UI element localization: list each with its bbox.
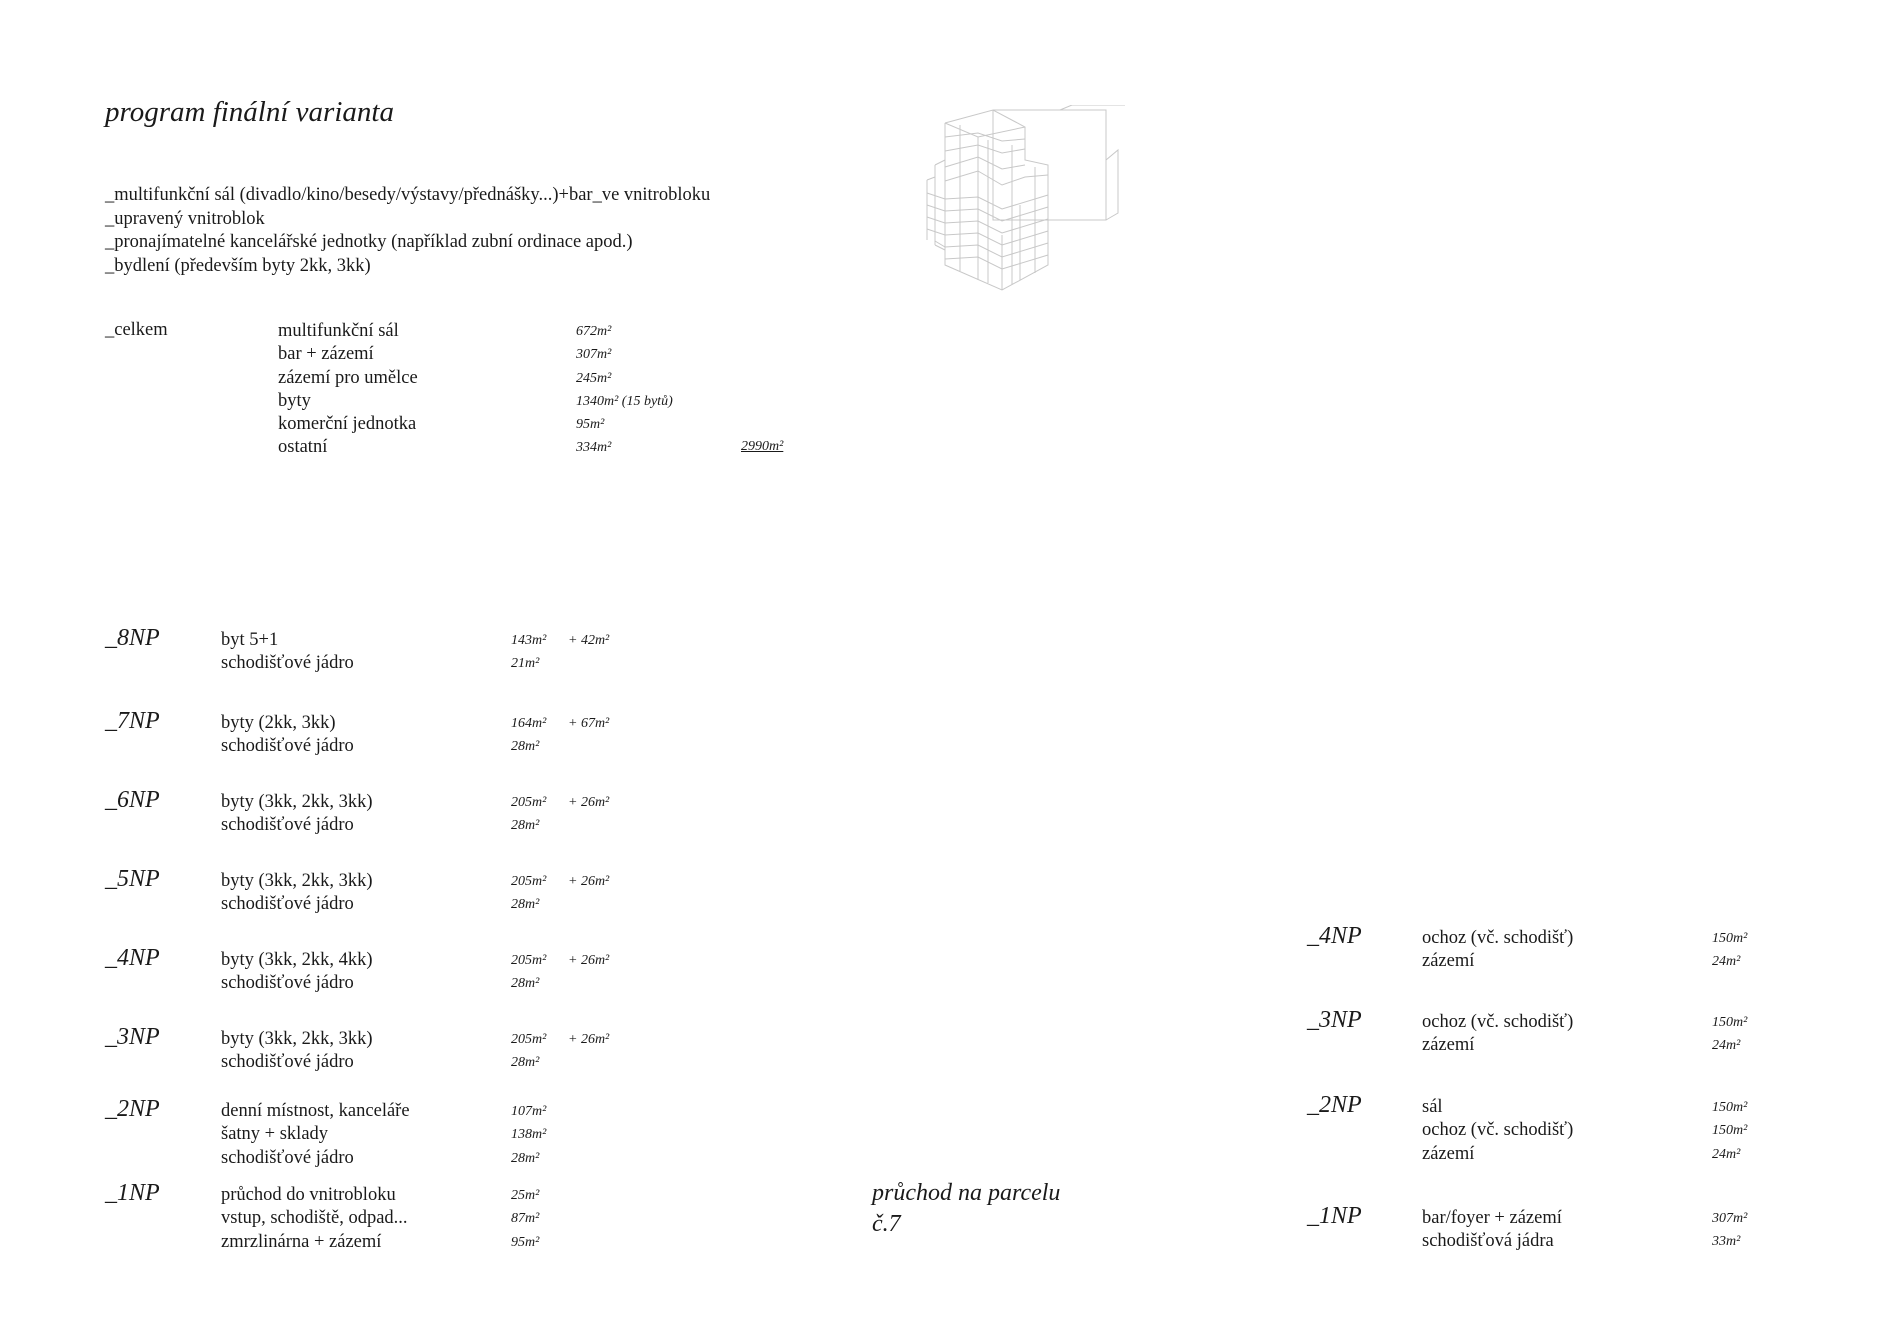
floor-item-area: 205m² [511,874,547,889]
floor-item-extra-area: + 26m² [568,953,610,968]
summary-total: 2990m² [741,439,784,454]
floor-item-area: 28m² [511,739,540,755]
intro-line: _bydlení (především byty 2kk, 3kk) [105,255,371,276]
floor-item-area: 95m² [511,1234,540,1250]
floor-item-area: 150m² [1712,931,1748,946]
summary-item-label: zázemí pro umělce [278,367,418,388]
floor-name: _2NP [105,1096,160,1122]
floor-item-area: 150m² [1712,1100,1748,1115]
floor-item-label: byty (3kk, 2kk, 4kk) [221,950,373,970]
summary-item-area: 95m² [576,417,605,433]
floor-item-label: schodišťové jádro [221,736,354,757]
floor-item-label: vstup, schodiště, odpad... [221,1208,408,1229]
floor-item-area: 150m² [1712,1015,1748,1030]
floor-item-label: byty (2kk, 3kk) [221,713,336,733]
summary-item-label: multifunkční sál [278,321,399,341]
summary-item-area: 307m² [576,347,612,363]
intro-line: _multifunkční sál (divadlo/kino/besedy/výstavy/přednášky...)+bar_ve vnitrobloku [105,185,711,205]
floor-name: _1NP [105,1180,160,1206]
floor-item-label: ochoz (vč. schodišť) [1422,1120,1574,1141]
floor-item-label: ochoz (vč. schodišť) [1422,928,1574,948]
intro-line: _upravený vnitroblok [105,208,265,229]
floor-item-label: schodišťové jádro [221,973,354,994]
floor-item-area: 307m² [1712,1211,1748,1226]
floor-item-area: 164m² [511,716,547,731]
floor-item-extra-area: + 26m² [568,1032,610,1047]
floor-item-area: 28m² [511,976,540,992]
floor-name: _6NP [105,787,160,813]
summary-label: _celkem [105,320,168,340]
summary-item-area: 245m² [576,370,612,386]
floor-item-label: schodišťové jádro [221,894,354,915]
floor-item-area: 87m² [511,1211,540,1227]
floor-item-area: 24m² [1712,1038,1741,1054]
floor-item-label: schodišťové jádro [221,815,354,836]
intro-list [105,184,710,278]
floor-item-area: 150m² [1712,1123,1748,1139]
floor-item-label: byt 5+1 [221,630,279,650]
summary-item-area: 672m² [576,324,612,339]
building-axonometric-sketch [920,105,1125,305]
floor-item-label: byty (3kk, 2kk, 3kk) [221,1029,373,1049]
floor-item-area: 205m² [511,953,547,968]
floor-name: _7NP [105,708,160,734]
page-title: program finální varianta [105,96,394,128]
summary-item-label: byty [278,390,311,411]
floor-item-extra-area: + 26m² [568,795,610,810]
floor-item-label: schodišťové jádro [221,1147,354,1168]
floor-item-label: schodišťové jádro [221,1052,354,1073]
summary-item-area: 334m² [576,440,612,456]
floor-item-area: 33m² [1712,1234,1741,1250]
summary-item-label: ostatní [278,437,328,458]
floor-item-area: 28m² [511,897,540,913]
floor-item-area: 107m² [511,1104,547,1119]
floor-item-area: 138m² [511,1127,547,1143]
floor-item-area: 205m² [511,1032,547,1047]
summary-item-label: bar + zázemí [278,344,374,365]
summary-item-area: 1340m² (15 bytů) [576,393,673,409]
floor-item-area: 28m² [511,1150,540,1166]
floor-item-area: 24m² [1712,954,1741,970]
passage-note: průchod na parcelu č.7 [872,1180,1061,1237]
floor-item-label: sál [1422,1097,1443,1117]
floor-item-label: schodišťová jádra [1422,1231,1554,1252]
floor-item-label: zmrzlinárna + zázemí [221,1231,382,1252]
floor-item-label: byty (3kk, 2kk, 3kk) [221,792,373,812]
floor-item-label: bar/foyer + zázemí [1422,1208,1562,1228]
floor-item-label: zázemí [1422,1035,1475,1056]
floor-name: _4NP [105,945,160,971]
floor-item-area: 21m² [511,656,540,672]
floor-item-area: 205m² [511,795,547,810]
floor-item-label: šatny + sklady [221,1124,329,1145]
floor-item-label: zázemí [1422,951,1475,972]
summary-item-label: komerční jednotka [278,414,417,435]
floor-item-label: zázemí [1422,1143,1475,1164]
floor-item-area: 25m² [511,1188,540,1203]
intro-line: _pronajímatelné kancelářské jednotky (například zubní ordinace apod.) [105,232,633,252]
floor-name: _3NP [1307,1007,1362,1033]
floor-name: _3NP [105,1024,160,1050]
floor-item-extra-area: + 42m² [568,633,610,648]
floor-item-label: schodišťové jádro [221,653,354,674]
floor-name: _1NP [1307,1203,1362,1229]
floor-item-label: denní místnost, kanceláře [221,1101,410,1121]
floor-item-label: průchod do vnitrobloku [221,1185,396,1205]
floor-item-extra-area: + 67m² [568,716,610,731]
floor-item-area: 28m² [511,1055,540,1071]
floor-name: _4NP [1307,923,1362,949]
floor-item-area: 24m² [1712,1146,1741,1162]
floor-item-extra-area: + 26m² [568,874,610,889]
floor-item-label: byty (3kk, 2kk, 3kk) [221,871,373,891]
floor-name: _2NP [1307,1092,1362,1118]
floor-name: _5NP [105,866,160,892]
floor-item-label: ochoz (vč. schodišť) [1422,1012,1574,1032]
floor-item-area: 28m² [511,818,540,834]
floor-name: _8NP [105,625,160,651]
floor-item-area: 143m² [511,633,547,648]
